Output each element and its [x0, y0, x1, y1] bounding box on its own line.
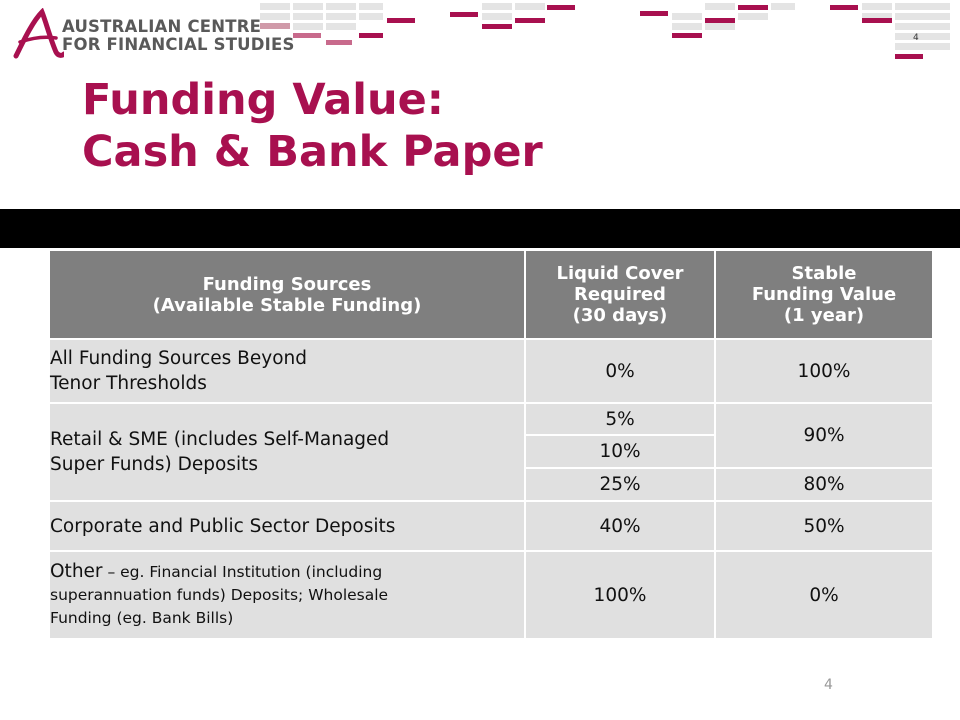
table-row	[49, 339, 933, 403]
row-label-line: Retail & SME (includes Self-Managed	[50, 429, 390, 450]
header-text: Required	[574, 284, 666, 305]
logo-text	[62, 18, 295, 54]
black-divider-band	[0, 209, 960, 248]
row-label-line: Super Funds) Deposits	[50, 454, 258, 475]
slide-title-line-1: Funding Value:	[82, 75, 444, 125]
funding-value-cell: 80%	[715, 468, 933, 501]
logo-a-mark-icon	[12, 8, 64, 60]
liquid-cover-cell: 5%	[525, 403, 715, 435]
slide-number-top: 4	[913, 33, 919, 43]
row-label-lead: Other	[50, 561, 103, 582]
funding-table	[48, 249, 934, 640]
header-text: (1 year)	[783, 305, 865, 326]
header-text: (Available Stable Funding)	[152, 294, 422, 316]
header-liquid-cover	[525, 250, 715, 339]
logo-line-2: FOR FINANCIAL STUDIES	[62, 35, 295, 54]
row-label	[49, 339, 525, 403]
header-text: Funding Value	[751, 284, 897, 305]
row-label-line: Tenor Thresholds	[50, 373, 207, 394]
row-label-rest: – eg. Financial Institution (including	[102, 563, 383, 581]
row-label-line	[50, 560, 524, 584]
liquid-cover-cell: 40%	[525, 501, 715, 551]
slide-number-bottom: 4	[824, 677, 833, 693]
liquid-cover-cell: 10%	[525, 435, 715, 468]
header-text: (30 days)	[572, 305, 668, 326]
table-row	[49, 551, 933, 639]
table-header-row	[49, 250, 933, 339]
liquid-cover-cell: 25%	[525, 468, 715, 501]
logo-line-1: AUSTRALIAN CENTRE	[62, 17, 262, 36]
row-label-line: Funding (eg. Bank Bills)	[50, 609, 234, 627]
slide-title	[82, 74, 543, 178]
row-label-line: All Funding Sources Beyond	[50, 348, 307, 369]
funding-value-cell: 0%	[715, 551, 933, 639]
header-text: Liquid Cover	[556, 263, 684, 284]
header-stable-funding-value	[715, 250, 933, 339]
row-label-line: superannuation funds) Deposits; Wholesale	[50, 586, 389, 604]
funding-value-cell: 100%	[715, 339, 933, 403]
header-text: Stable	[791, 263, 857, 284]
header-funding-sources	[49, 250, 525, 339]
liquid-cover-cell: 100%	[525, 551, 715, 639]
slide-title-line-2: Cash & Bank Paper	[82, 127, 543, 177]
header-text: Funding Sources	[202, 273, 372, 295]
funding-value-cell: 50%	[715, 501, 933, 551]
row-label	[49, 403, 525, 501]
funding-value-cell: 90%	[715, 403, 933, 468]
row-label: Corporate and Public Sector Deposits	[49, 501, 525, 551]
table-row	[49, 403, 933, 435]
table-row	[49, 501, 933, 551]
liquid-cover-cell: 0%	[525, 339, 715, 403]
organization-logo	[12, 8, 295, 60]
row-label	[49, 551, 525, 639]
